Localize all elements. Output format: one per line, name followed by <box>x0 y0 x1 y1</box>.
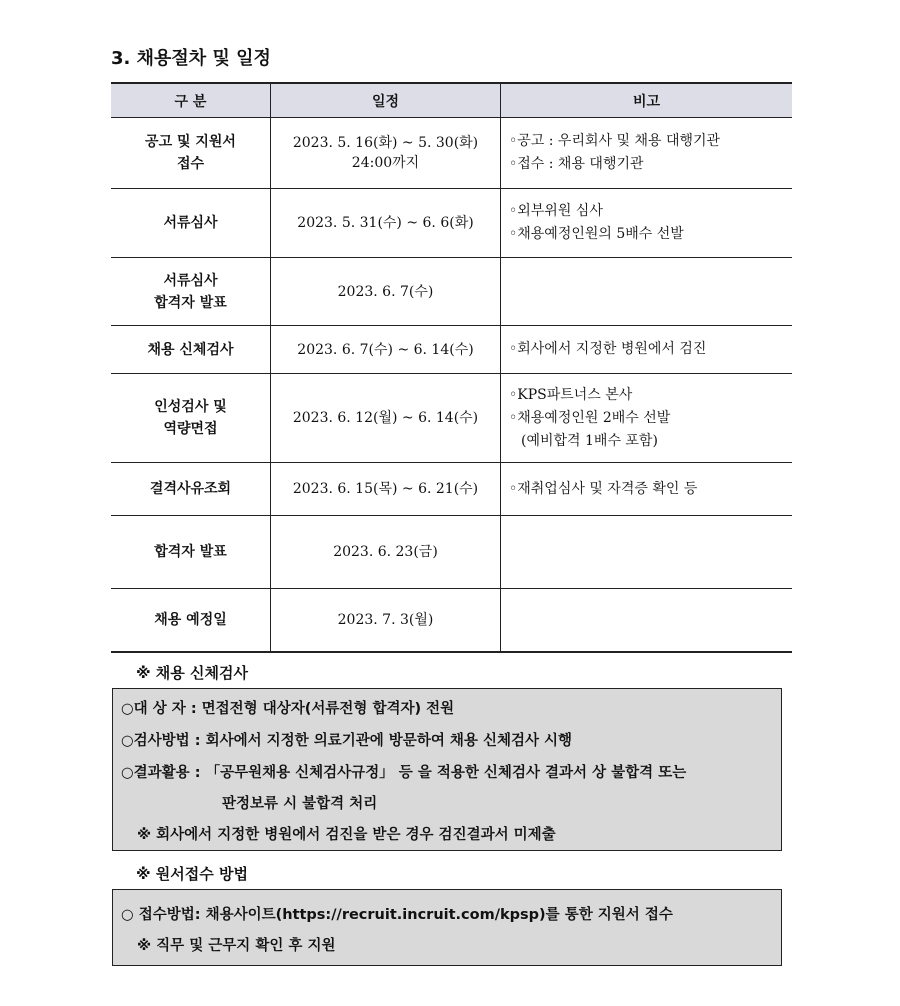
category-cell <box>111 463 271 516</box>
category-cell <box>111 189 271 258</box>
notes-cell <box>501 516 793 589</box>
category-cell <box>111 258 271 326</box>
notes-cell <box>501 258 793 326</box>
notes-cell <box>501 463 793 516</box>
category-text: 합격자 발표 <box>154 544 227 560</box>
schedule-text: 2023. 6. 23(금) <box>333 544 438 560</box>
notes-cell <box>501 374 793 463</box>
schedule-text: 2023. 7. 3(월) <box>337 611 434 628</box>
application-box <box>112 889 782 966</box>
note-text: ◦채용예정인원 2배수 선발 <box>509 409 671 426</box>
medical-note-line: ※ 회사에서 지정한 병원에서 검진을 받은 경우 검진결과서 미제출 <box>137 827 556 843</box>
category-text: 공고 및 지원서 <box>145 134 236 150</box>
note-text: ◦외부위원 심사 <box>509 203 603 219</box>
category-text: 접수 <box>176 156 205 172</box>
schedule-text: 2023. 5. 31(수) ~ 6. 6(화) <box>297 215 474 231</box>
note-text: ◦접수 : 채용 대행기관 <box>509 156 644 172</box>
schedule-text: 24:00까지 <box>351 155 420 171</box>
notes-cell <box>501 189 793 258</box>
category-text: 결격사유조회 <box>149 481 232 497</box>
note-text: ◦공고 : 우리회사 및 채용 대행기관 <box>509 133 721 149</box>
application-title: ※ 원서접수 방법 <box>136 865 248 883</box>
category-text: 채용 신체검사 <box>147 341 234 358</box>
schedule-cell <box>271 326 501 374</box>
note-text: (예비합격 1배수 포함) <box>521 432 658 449</box>
section-heading: 3. 채용절차 및 일정 <box>111 48 271 69</box>
note-text: ◦채용예정인원의 5배수 선발 <box>509 226 684 242</box>
schedule-text: 2023. 6. 7(수) <box>337 283 434 300</box>
category-cell <box>111 326 271 374</box>
schedule-text: 2023. 6. 15(목) ~ 6. 21(수) <box>292 481 479 497</box>
category-text: 서류심사 <box>163 215 218 231</box>
table-row <box>111 463 792 516</box>
schedule-text: 2023. 6. 7(수) ~ 6. 14(수) <box>297 341 474 358</box>
header-schedule: 일정 <box>271 83 501 118</box>
category-cell <box>111 516 271 589</box>
notes-cell <box>501 326 793 374</box>
schedule-cell <box>271 589 501 652</box>
category-text: 역량면접 <box>163 421 218 437</box>
category-text: 서류심사 <box>163 272 218 289</box>
schedule-cell <box>271 374 501 463</box>
table-row <box>111 589 792 652</box>
schedule-cell <box>271 118 501 189</box>
notes-cell <box>501 589 793 652</box>
header-notes: 비고 <box>501 83 793 118</box>
category-cell <box>111 589 271 652</box>
schedule-cell <box>271 516 501 589</box>
schedule-cell <box>271 258 501 326</box>
category-text: 인성검사 및 <box>154 399 227 415</box>
table-row <box>111 258 792 326</box>
table-row <box>111 326 792 374</box>
medical-method-line: ○검사방법 : 회사에서 지정한 의료기관에 방문하여 채용 신체검사 시행 <box>121 733 573 749</box>
medical-result-line-cont: 판정보류 시 불합격 처리 <box>222 796 378 812</box>
application-method-line: ○ 접수방법: 채용사이트(https://recruit.incruit.com/kpsp)를 통한 지원서 접수 <box>121 907 673 923</box>
application-note-line: ※ 직무 및 근무지 확인 후 지원 <box>137 938 336 954</box>
notes-cell <box>501 118 793 189</box>
category-text: 채용 예정일 <box>154 611 227 628</box>
medical-exam-box <box>112 688 782 851</box>
category-cell <box>111 374 271 463</box>
table-row <box>111 118 792 189</box>
note-text: ◦재취업심사 및 자격증 확인 등 <box>509 480 698 497</box>
schedule-text: 2023. 5. 16(화) ~ 5. 30(화) <box>292 135 479 151</box>
header-category: 구 분 <box>111 83 271 118</box>
medical-result-line: ○결과활용 : 「공무원채용 신체검사규정」 등 을 적용한 신체검사 결과서 상 불합격 또는 <box>121 765 687 781</box>
schedule-text: 2023. 6. 12(월) ~ 6. 14(수) <box>292 410 479 426</box>
note-text: ◦KPS파트너스 본사 <box>509 386 633 403</box>
schedule-table <box>111 82 792 653</box>
table-row <box>111 189 792 258</box>
table-header-row <box>111 83 792 118</box>
category-cell <box>111 118 271 189</box>
table-row <box>111 374 792 463</box>
note-text: ◦회사에서 지정한 병원에서 검진 <box>509 341 707 357</box>
table-row <box>111 516 792 589</box>
schedule-cell <box>271 189 501 258</box>
schedule-cell <box>271 463 501 516</box>
medical-exam-title: ※ 채용 신체검사 <box>136 664 248 682</box>
category-text: 합격자 발표 <box>154 294 227 311</box>
medical-target-line: ○대 상 자 : 면접전형 대상자(서류전형 합격자) 전원 <box>121 701 455 717</box>
